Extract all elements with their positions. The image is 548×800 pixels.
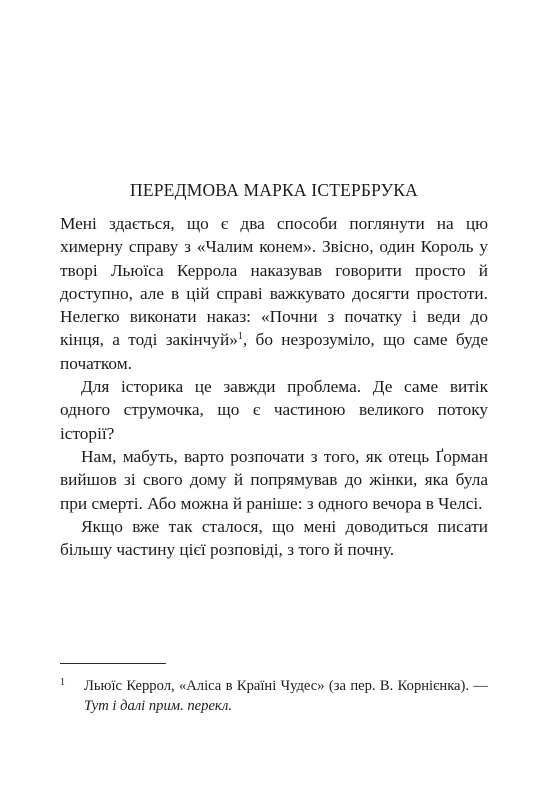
paragraph-2: Для історика це завжди проблема. Де саме витік одного струмочка, що є частиною великого потоку історії? bbox=[60, 377, 488, 443]
paragraph-1 bbox=[60, 212, 488, 375]
body-text bbox=[60, 212, 488, 561]
paragraph-1-tail: , бо незрозуміло, що саме буде початком. bbox=[60, 330, 488, 373]
footnote-ref: 1 bbox=[237, 331, 243, 343]
footnote-text bbox=[84, 676, 488, 716]
chapter-heading: ПЕРЕДМОВА МАРКА ІСТЕРБРУКА bbox=[130, 180, 418, 200]
footnote-body: Льюїс Керрол, «Аліса в Країні Чудес» (за пер. В. Корнієнка). — bbox=[84, 678, 488, 694]
footnote-italic: Тут і далі прим. перекл. bbox=[84, 698, 233, 714]
footnote-mark: 1 bbox=[60, 677, 65, 688]
paragraph-4: Якщо вже так сталося, що мені доводиться писати більшу частину цієї розповіді, з того й почну. bbox=[60, 516, 488, 560]
paragraph-1-text: Мені здається, що є два способи поглянути на цю химерну справу з «Чалим конем». Звісно, один Король у творі Льюїса Керрола наказував говорити просто й доступно, але в цій справі важкувато досягти простоти. Нелегко виконати наказ: «Почни з початку і веди до кінця, а тоді закінчуй» bbox=[60, 214, 488, 350]
paragraph-3: Нам, мабуть, варто розпочати з того, як отець Ґорман вийшов зі свого дому й попрямував до жінки, яка була при смерті. Або можна й раніше: з одного вечора в Челсі. bbox=[60, 446, 488, 513]
footnote bbox=[60, 676, 488, 716]
footnote-separator bbox=[60, 663, 166, 664]
